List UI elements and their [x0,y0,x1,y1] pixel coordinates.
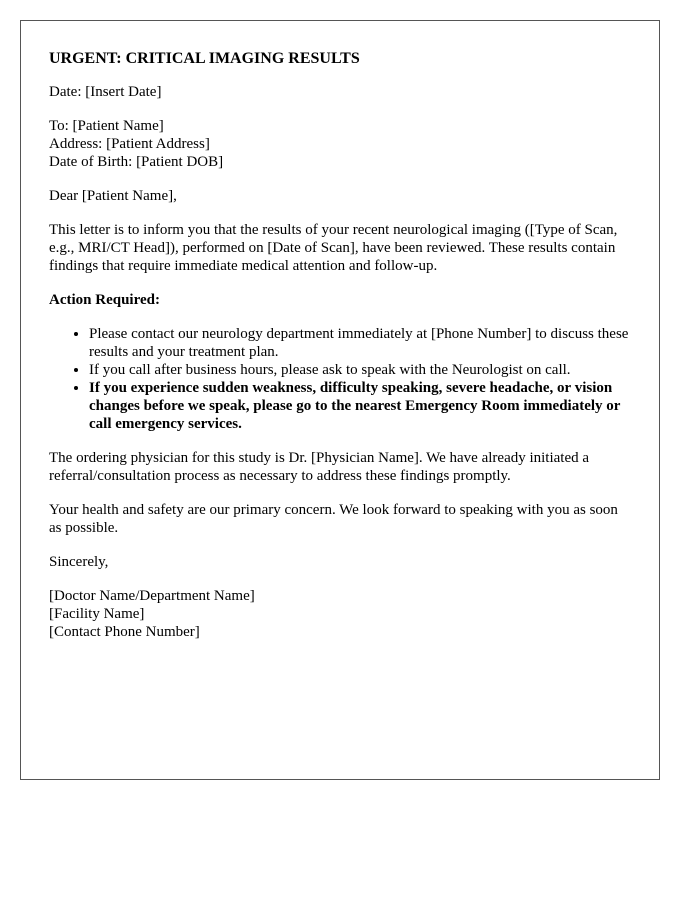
salutation: Dear [Patient Name], [49,188,177,204]
closing-paragraph: Your health and safety are our primary concern. We look forward to speaking with you as soon as possible. [49,502,618,536]
action-item: • If you call after business hours, please ask to speak with the Neurologist on call. [89,361,631,379]
date-line: Date: [Insert Date] [49,84,162,100]
action-item-emergency: • If you experience sudden weakness, difficulty speaking, severe headache, or vision changes before we speak, please go to the nearest Emergency Room immediately or call emergency services. [89,379,631,433]
action-required-heading: Action Required: [49,292,160,308]
recipient-address: Address: [Patient Address] [49,136,210,152]
signature-phone: [Contact Phone Number] [49,624,200,640]
recipient-dob: Date of Birth: [Patient DOB] [49,154,224,170]
letter-title: URGENT: CRITICAL IMAGING RESULTS [49,50,360,67]
signature-name: [Doctor Name/Department Name] [49,588,255,604]
intro-paragraph: This letter is to inform you that the results of your recent neurological imaging ([Type of Scan, e.g., MRI/CT Head]), performed on [Date of Scan], have been reviewed. These results contain findings that require immediate medical attention and follow-up. [49,222,618,274]
letter-page [20,20,660,780]
action-item: • Please contact our neurology department immediately at [Phone Number] to discuss these results and your treatment plan. [89,325,631,361]
action-list [49,325,631,433]
physician-paragraph: The ordering physician for this study is Dr. [Physician Name]. We have already initiated a referral/consultation process as necessary to address these findings promptly. [49,450,590,484]
signature-facility: [Facility Name] [49,606,145,622]
recipient-block [49,117,631,171]
signature-block [49,587,631,641]
valediction: Sincerely, [49,554,109,570]
recipient-name: To: [Patient Name] [49,118,164,134]
